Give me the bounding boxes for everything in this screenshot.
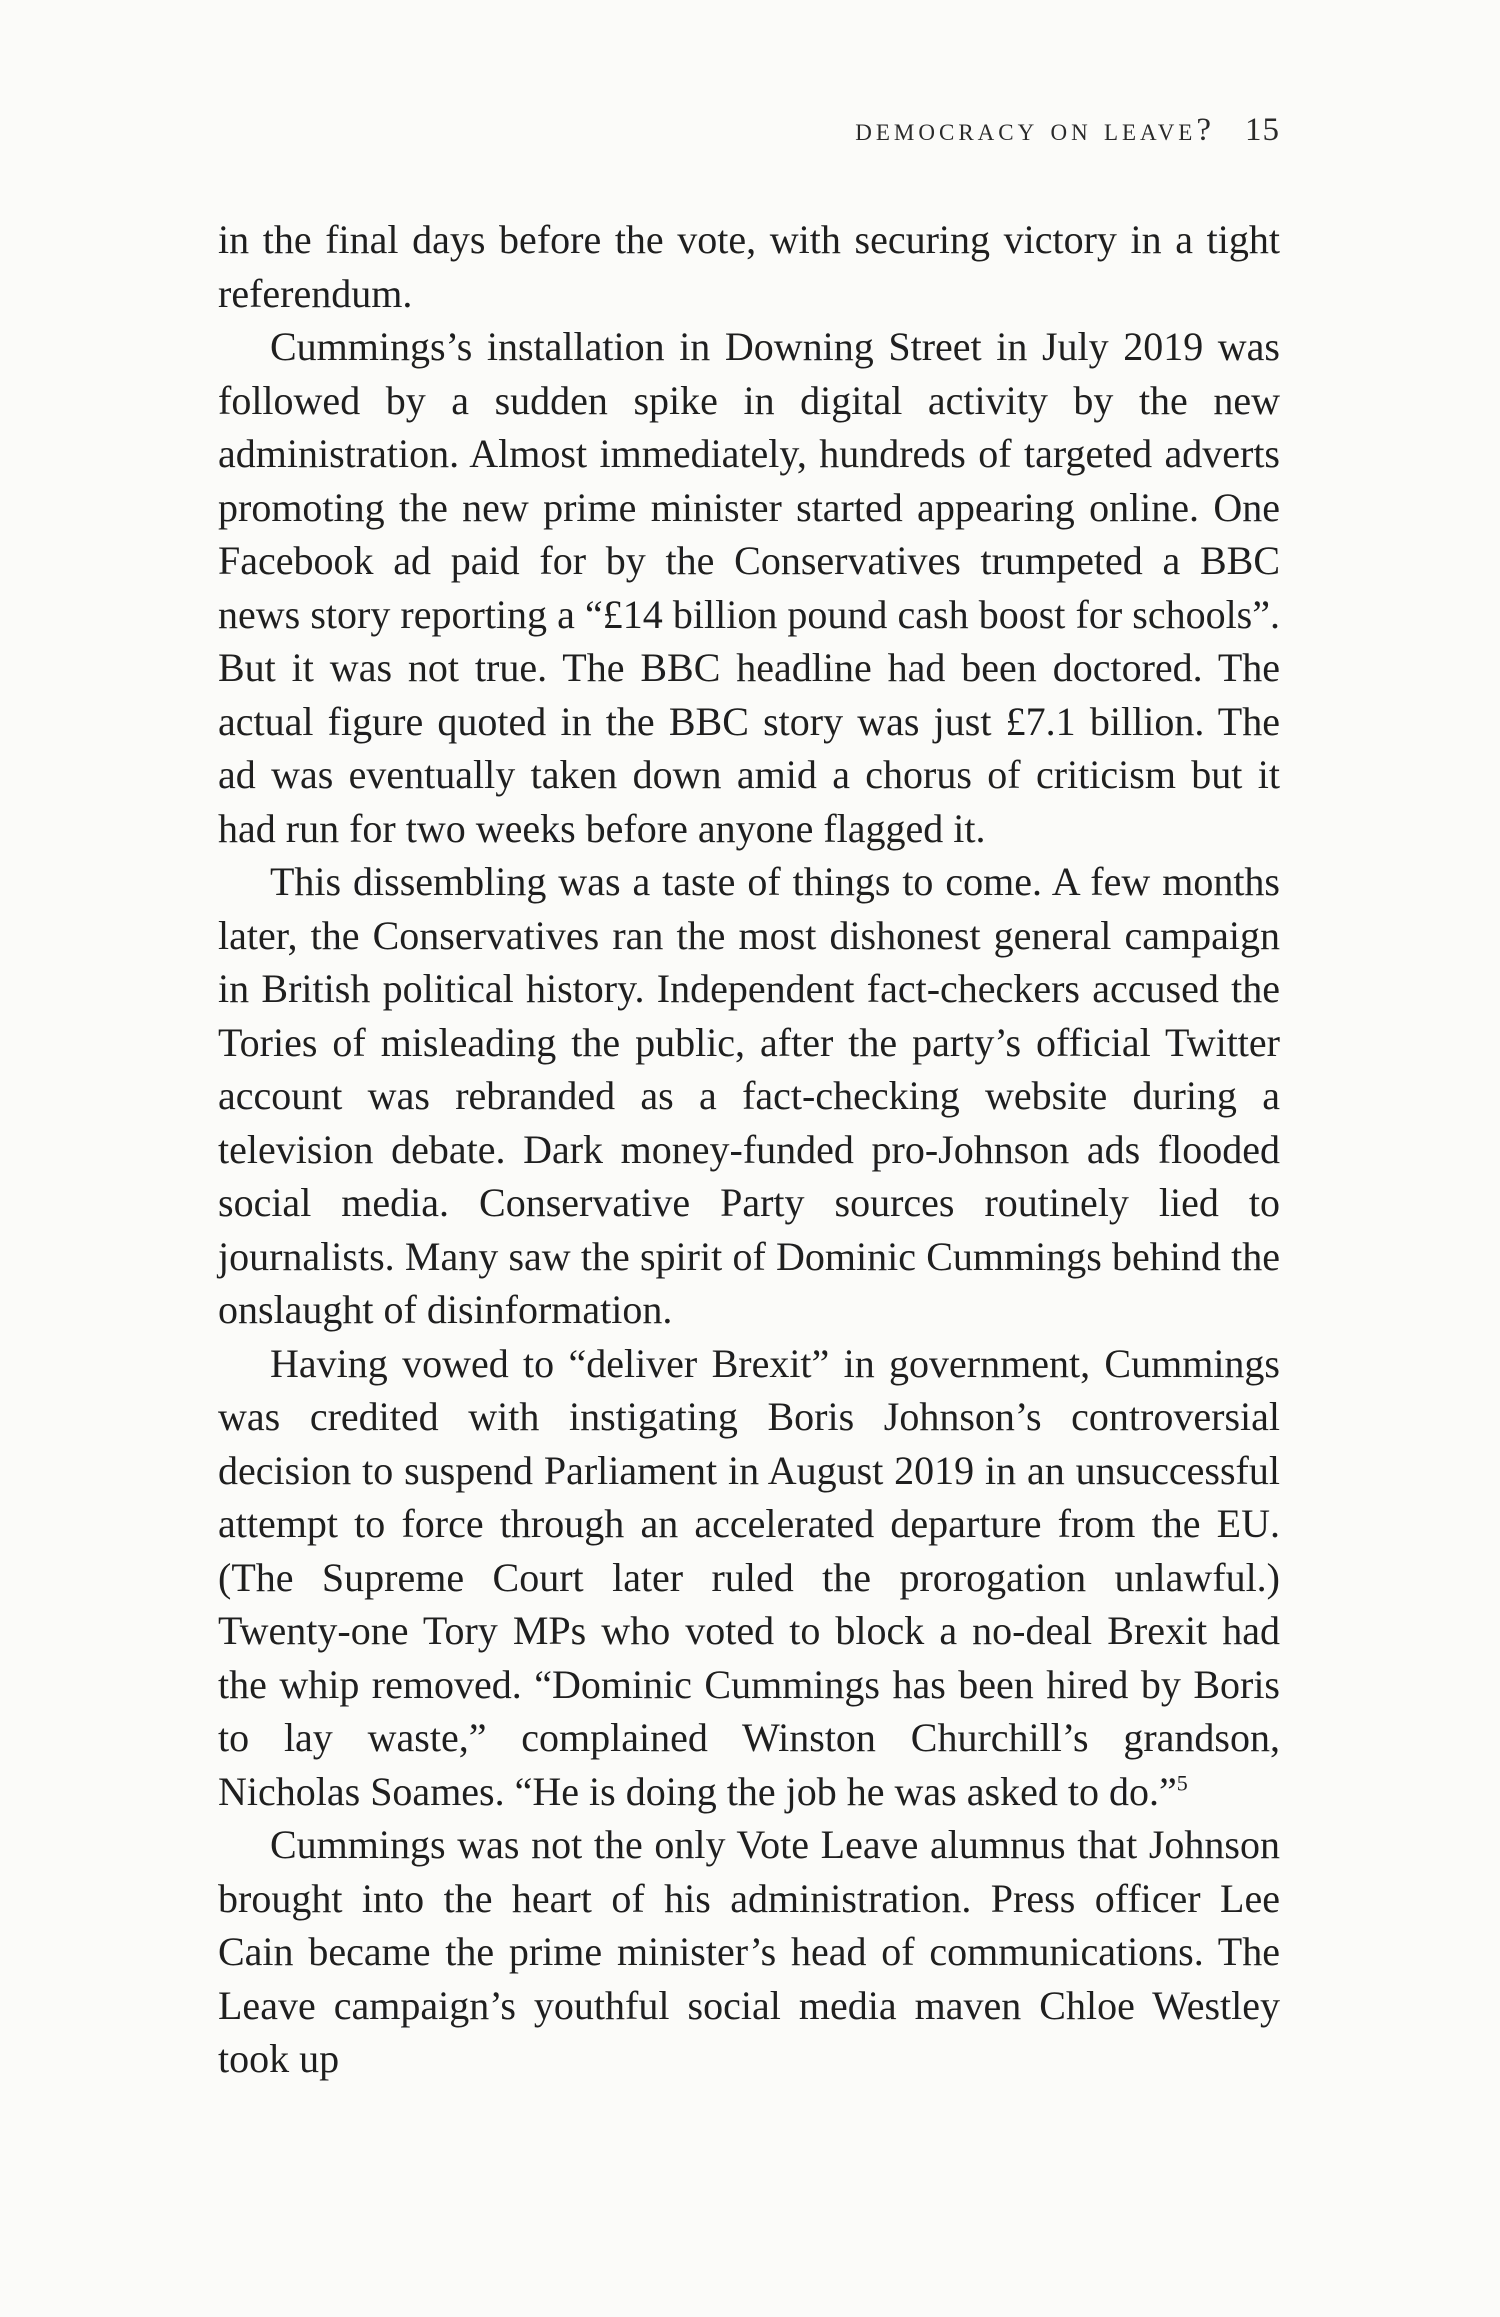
paragraph: This dissembling was a taste of things to come. A few months later, the Conservatives ran the most dishonest general campaign in British political history. Independent fact-checkers accused the Tories of misleading the public, after the party’s official Twitter account was rebranded as a fact-checking website during a television debate. Dark money-funded pro-Johnson ads flooded social media. Conservative Party sources routinely lied to journalists. Many saw the spirit of Dominic Cummings behind the onslaught of disinformation. [218,859,1280,1332]
footnote-marker: 5 [1176,1770,1188,1796]
paragraph-text: Having vowed to “deliver Brexit” in government, Cummings was credited with instigating Boris Johnson’s controversial decision to suspend Parliament in August 2019 in an unsuccessful attempt to force through an accelerated departure from the EU. (The Supreme Court later ruled the prorogation unlawful.) Twenty-one Tory MPs who voted to block a no-deal Brexit had the whip removed. “Dominic Cummings has been hired by Boris to lay waste,” complained Winston Churchill’s grandson, Nicholas Soames. “He is doing the job he was asked to do.” [218,1340,1280,1814]
paragraph [218,1337,1280,1819]
running-title: democracy on leave? [855,112,1215,148]
running-head [218,112,1280,149]
paragraph-continuation: in the final days before the vote, with securing victory in a tight referendum. [218,217,1280,316]
body-text [218,213,1280,2086]
page-number: 15 [1245,112,1280,148]
paragraph: Cummings’s installation in Downing Street in July 2019 was followed by a sudden spike in digital activity by the new administration. Almost immediately, hundreds of targeted adverts promoting the new prime minister started appearing online. One Facebook ad paid for by the Conservatives trumpeted a BBC news story reporting a “£14 billion pound cash boost for schools”. But it was not true. The BBC headline had been doctored. The actual figure quoted in the BBC story was just £7.1 billion. The ad was eventually taken down amid a chorus of criticism but it had run for two weeks before anyone flagged it. [218,324,1280,851]
paragraph: Cummings was not the only Vote Leave alumnus that Johnson brought into the heart of his administration. Press officer Lee Cain became the prime minister’s head of communications. The Leave campaign’s youthful social media maven Chloe Westley took up [218,1822,1280,2081]
